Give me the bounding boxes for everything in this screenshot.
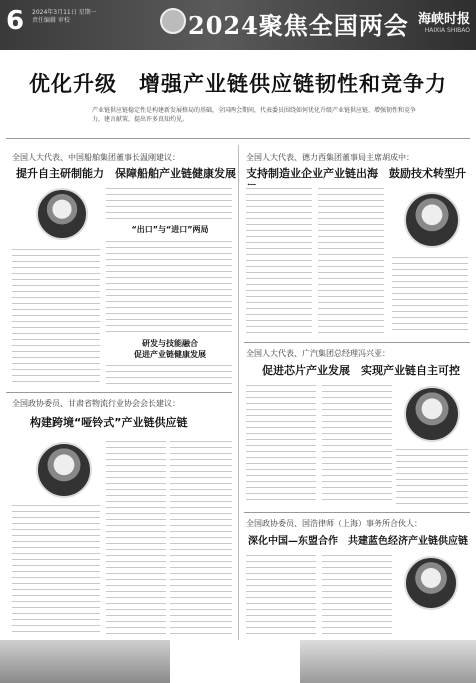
article-1-text-3: [106, 238, 232, 334]
page-headline: 优化升级 增强产业链供应链韧性和竞争力: [29, 72, 447, 96]
date-line: [32, 9, 112, 25]
article-4-text-2: [106, 438, 166, 634]
article-3-text: [246, 382, 316, 504]
article-4-kicker: 全国政协委员、甘肃省物流行业协会会长建议：: [12, 399, 180, 408]
paper-name-text: 海峡时报: [417, 12, 470, 27]
article-3-kicker: 全国人大代表、广汽集团总经理冯兴亚：: [246, 349, 390, 358]
city-skyline-photo: [300, 640, 476, 683]
article-1-text-2: [106, 185, 232, 221]
paper-name: [418, 8, 470, 34]
article-2-kicker: 全国人大代表、德力西集团董事局主席胡成中：: [246, 153, 414, 162]
date-text: 2024年3月11日 星期一: [32, 9, 97, 16]
article-4-text-3: [170, 438, 232, 634]
article-1-subhead-1: “出口”与“进口”两局: [131, 225, 209, 234]
article-1-subhead-2: 研发与技能融合 促进产业链健康发展: [134, 339, 206, 359]
article-3-text-3: [396, 446, 468, 504]
article-3-title: 促进芯片产业发展 实现产业链自主可控: [262, 364, 460, 377]
article-1-title: 提升自主研制能力 保障船舶产业链健康发展: [16, 167, 236, 180]
column-divider: [238, 145, 239, 640]
article-2-portrait: [404, 192, 460, 248]
article-2-text-2: [318, 185, 384, 335]
article-3-portrait: [404, 386, 460, 442]
paper-sub: HAIXIA SHIBAO: [424, 27, 470, 34]
article-4-portrait: [36, 442, 92, 498]
article-3-text-2: [322, 382, 392, 504]
article-5-text-2: [322, 552, 392, 636]
intro-paragraph: 产业链供应链稳定性是构建新发展格局的基础，全国两会期间，代表委员围绕如何优化升级产业链供应链、增强韧性和竞争力，建言献策，提出许多真知灼见。: [92, 107, 417, 123]
masthead: [0, 0, 476, 50]
article-2-text: [246, 185, 312, 335]
article-5-kicker: 全国政协委员、国浩律师（上海）事务所合伙人：: [246, 519, 422, 528]
divider: [6, 392, 232, 393]
article-5-text: [246, 552, 316, 636]
divider: [244, 512, 470, 513]
article-4-text: [12, 502, 100, 632]
national-emblem-icon: [160, 8, 186, 34]
article-2-title: 支持制造业企业产业链出海 鼓励技术转型升: [246, 167, 466, 180]
great-hall-photo: [0, 640, 170, 683]
editor-text: 责任编辑 审校: [32, 17, 70, 24]
divider: [6, 138, 470, 139]
section-banner: 2024聚焦全国两会: [188, 11, 409, 40]
article-1-text-4: [106, 362, 232, 386]
article-1-text: [12, 246, 100, 386]
page-number: 6: [6, 6, 25, 36]
divider: [244, 342, 470, 343]
article-4-title: 构建跨境“哑铃式”产业链供应链: [30, 416, 188, 429]
article-2-text-3: [392, 254, 468, 334]
article-1-portrait: [36, 188, 88, 240]
article-5-portrait: [404, 556, 458, 610]
article-1-kicker: 全国人大代表、中国船舶集团董事长温刚建议：: [12, 153, 180, 162]
article-5-title: 深化中国—东盟合作 共建蓝色经济产业链供应链: [248, 536, 468, 547]
